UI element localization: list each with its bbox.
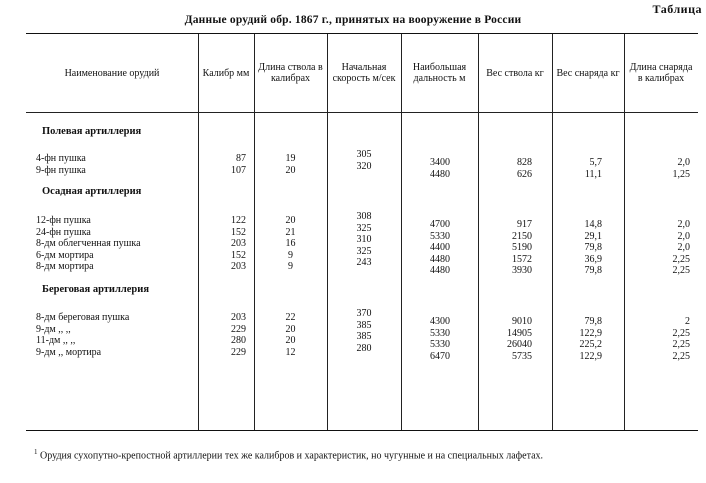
cell-caliber: 229 — [231, 323, 246, 335]
cell-shell-weight: 36,9 — [584, 253, 602, 265]
cell-range: 4300 — [430, 316, 450, 327]
cell-barrel-weight: 5190 — [512, 242, 532, 253]
cell-barrel-length: 20 — [285, 323, 296, 335]
cell-barrel-length: 16 — [285, 238, 296, 249]
column-header-velocity: Начальная скорость м/сек — [332, 62, 396, 84]
section-title: Береговая артиллерия — [42, 284, 149, 295]
cell-range: 4480 — [430, 253, 450, 265]
cell-barrel-weight: 5735 — [512, 350, 532, 362]
cell-shell-weight: 79,8 — [584, 242, 602, 253]
cell-name: 8-дм мортира — [36, 261, 94, 272]
column-header-barrel-weight: Вес ствола кг — [486, 67, 544, 79]
column-header-shell-length: Длина снаряда в калибрах — [629, 62, 693, 84]
cell-velocity: 320 — [356, 160, 372, 172]
footnote — [24, 446, 700, 462]
cell-barrel-length: 21 — [285, 226, 296, 238]
column-header-name: Наименование орудий — [64, 67, 160, 79]
cell-shell-weight: 122,9 — [579, 350, 602, 362]
cell-velocity: 280 — [356, 342, 372, 354]
cell-barrel-weight: 9010 — [512, 316, 532, 327]
cell-range: 4480 — [430, 168, 450, 180]
cell-barrel-length: 9 — [288, 249, 293, 261]
cell-caliber: 122 — [231, 215, 246, 226]
cell-caliber: 280 — [231, 335, 246, 346]
footnote-marker: 1 — [34, 448, 38, 456]
cell-shell-weight: 5,7 — [589, 157, 602, 168]
cell-caliber: 152 — [231, 249, 246, 261]
cell-caliber: 203 — [231, 312, 246, 323]
cell-name: 8-дм береговая пушка — [36, 312, 130, 323]
cell-barrel-length: 12 — [285, 346, 296, 358]
column-header-shell-weight: Вес снаряда кг — [556, 67, 620, 79]
cell-name: 12-фн пушка — [36, 215, 91, 226]
cell-velocity: 385 — [356, 331, 372, 342]
cell-shell-weight: 225,2 — [579, 339, 602, 350]
cell-caliber: 203 — [231, 238, 246, 249]
cell-barrel-weight: 3930 — [512, 265, 532, 276]
cell-range: 5330 — [430, 327, 450, 339]
cell-barrel-weight: 26040 — [507, 339, 532, 350]
cell-velocity: 325 — [356, 245, 372, 257]
cell-velocity: 370 — [356, 308, 372, 319]
cell-name: 9-фн пушка — [36, 164, 86, 176]
cell-name: 8-дм облегченная пушка — [36, 238, 141, 249]
cell-velocity: 305 — [356, 149, 372, 160]
cell-velocity: 310 — [356, 234, 372, 245]
cell-name: 9-дм ,, ,, — [36, 323, 71, 335]
cell-range: 4700 — [430, 219, 450, 230]
cell-shell-length: 2,25 — [672, 339, 690, 350]
cell-caliber: 87 — [236, 153, 246, 164]
cell-shell-weight: 11,1 — [584, 168, 602, 180]
cell-barrel-length: 19 — [285, 153, 296, 164]
cell-range: 3400 — [430, 157, 450, 168]
cell-barrel-weight: 917 — [517, 219, 532, 230]
cell-velocity: 325 — [356, 222, 372, 234]
cell-barrel-weight: 626 — [517, 168, 532, 180]
cell-shell-length: 2,25 — [672, 350, 690, 362]
column-header-barrel-length: Длина ствола в калибрах — [258, 62, 323, 84]
cell-shell-length: 2,25 — [672, 327, 690, 339]
cell-velocity: 243 — [356, 257, 372, 268]
cell-barrel-weight: 1572 — [512, 253, 532, 265]
table-number-label: Таблица — [652, 2, 702, 16]
cell-caliber: 152 — [231, 226, 246, 238]
cell-barrel-weight: 828 — [517, 157, 532, 168]
cell-shell-weight: 79,8 — [584, 316, 602, 327]
cell-range: 4480 — [430, 265, 450, 276]
cell-shell-weight: 122,9 — [579, 327, 602, 339]
cell-velocity: 308 — [356, 211, 372, 222]
cell-caliber: 229 — [231, 346, 246, 358]
cell-barrel-length: 20 — [285, 335, 296, 346]
column-header-caliber: Калибр мм — [202, 67, 250, 79]
cell-shell-length: 2,0 — [677, 219, 690, 230]
header-divider — [26, 112, 698, 113]
cell-velocity: 385 — [356, 319, 372, 331]
cell-caliber: 107 — [231, 164, 246, 176]
cell-name: 4-фн пушка — [36, 153, 86, 164]
cell-shell-weight: 14,8 — [584, 219, 602, 230]
cell-barrel-length: 20 — [285, 215, 296, 226]
artillery-table — [26, 33, 698, 431]
cell-range: 5330 — [430, 339, 450, 350]
section-title: Полевая артиллерия — [42, 126, 142, 137]
cell-name: 11-дм ,, ,, — [36, 335, 76, 346]
cell-name: 24-фн пушка — [36, 226, 91, 238]
cell-barrel-length: 9 — [288, 261, 293, 272]
section-title: Осадная артиллерия — [42, 186, 142, 197]
cell-caliber: 203 — [231, 261, 246, 272]
footnote-text: Орудия сухопутно-крепостной артиллерии тех же калибров и характеристик, но чугунные и на специальных лафетах. — [40, 450, 544, 462]
table-title: Данные орудий обр. 1867 г., принятых на вооружение в России — [184, 14, 522, 26]
cell-range: 6470 — [430, 350, 450, 362]
cell-barrel-length: 22 — [285, 312, 296, 323]
cell-shell-length: 1,25 — [672, 168, 690, 180]
cell-shell-weight: 29,1 — [584, 230, 602, 242]
cell-range: 4400 — [430, 242, 450, 253]
cell-name: 9-дм ,, мортира — [36, 346, 102, 358]
column-header-range: Наибольшая дальность м — [412, 62, 467, 84]
cell-shell-weight: 79,8 — [584, 265, 602, 276]
cell-shell-length: 2,0 — [677, 157, 690, 168]
cell-range: 5330 — [430, 230, 450, 242]
cell-barrel-length: 20 — [285, 164, 296, 176]
cell-barrel-weight: 2150 — [512, 230, 532, 242]
cell-barrel-weight: 14905 — [507, 327, 532, 339]
cell-shell-length: 2 — [685, 316, 690, 327]
cell-shell-length: 2,0 — [677, 242, 690, 253]
cell-shell-length: 2,25 — [672, 265, 690, 276]
cell-shell-length: 2,25 — [672, 253, 690, 265]
cell-name: 6-дм мортира — [36, 249, 94, 261]
cell-shell-length: 2,0 — [677, 230, 690, 242]
